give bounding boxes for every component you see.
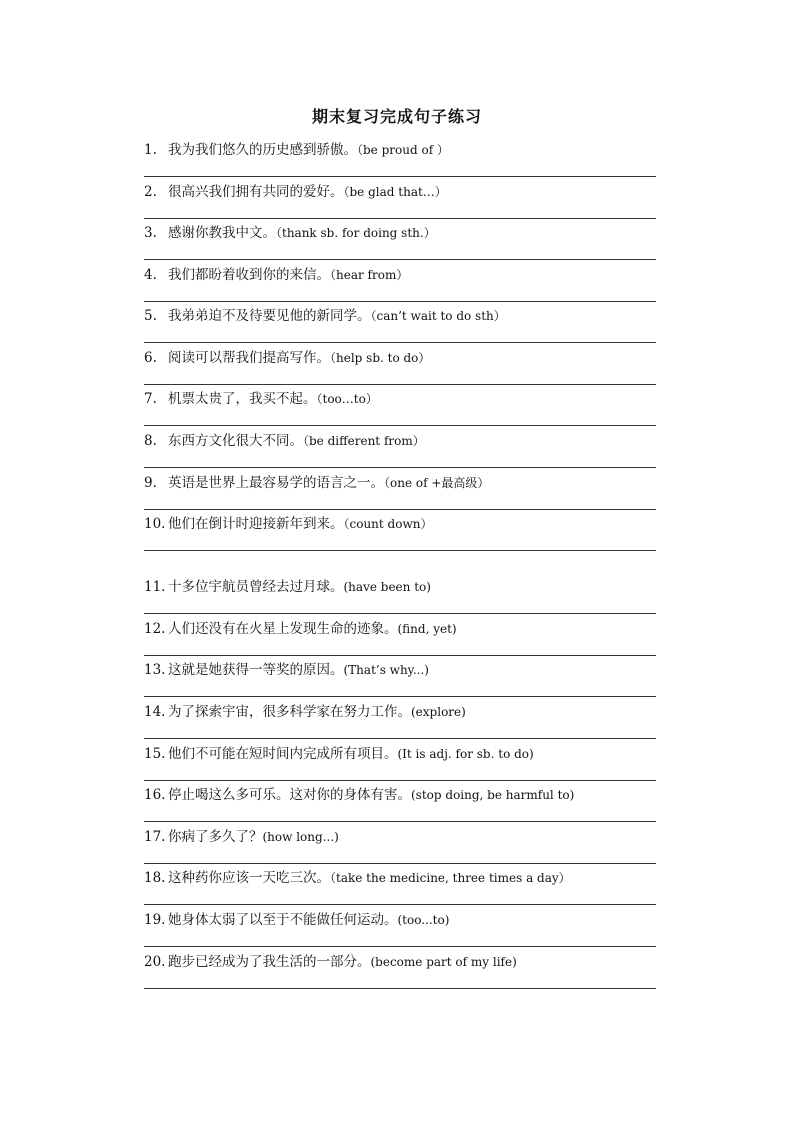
exercise-item (144, 473, 656, 515)
answer-line[interactable] (144, 821, 656, 822)
exercise-number: 18. (144, 870, 166, 886)
exercise-item (144, 306, 656, 348)
answer-line[interactable] (144, 176, 656, 177)
exercise-prompt (144, 431, 425, 451)
chinese-sentence: 这种药你应该一天吃三次。 (168, 870, 330, 886)
exercise-number: 13. (144, 662, 166, 678)
exercise-item (144, 619, 656, 661)
exercise-item (144, 785, 656, 827)
exercise-prompt (144, 306, 506, 326)
exercise-item (144, 389, 656, 431)
english-hint: （one of +最高级） (384, 476, 490, 490)
english-hint: （take the medicine, three times a day） (330, 871, 571, 885)
exercise-item (144, 577, 656, 619)
exercise-number: 16. (144, 787, 166, 803)
answer-line[interactable] (144, 218, 656, 219)
chinese-sentence: 十多位宇航员曾经去过月球。 (168, 579, 344, 595)
exercise-item (144, 910, 656, 952)
answer-line[interactable] (144, 301, 656, 302)
chinese-sentence: 东西方文化很大不同。 (168, 433, 303, 449)
english-hint: （can’t wait to do sth） (370, 309, 506, 323)
chinese-sentence: 他们不可能在短时间内完成所有项目。 (168, 746, 398, 762)
english-hint: (stop doing, be harmful to) (411, 788, 575, 802)
exercise-item (144, 514, 656, 556)
english-hint: （hear from） (330, 268, 409, 282)
answer-line[interactable] (144, 384, 656, 385)
answer-line[interactable] (144, 946, 656, 947)
exercise-number: 14. (144, 704, 166, 720)
english-hint: （be proud of ） (357, 143, 449, 157)
exercise-prompt (144, 827, 339, 847)
exercise-number: 15. (144, 746, 166, 762)
chinese-sentence: 我为我们悠久的历史感到骄傲。 (168, 142, 357, 158)
exercise-number: 20. (144, 954, 166, 970)
chinese-sentence: 他们在倒计时迎接新年到来。 (168, 516, 344, 532)
chinese-sentence: 人们还没有在火星上发现生命的迹象。 (168, 621, 398, 637)
english-hint: （be different from） (303, 434, 425, 448)
answer-line[interactable] (144, 988, 656, 989)
exercise-item (144, 223, 656, 265)
exercise-item (144, 140, 656, 182)
answer-line[interactable] (144, 738, 656, 739)
exercise-item (144, 265, 656, 307)
chinese-sentence: 感谢你教我中文。 (168, 225, 276, 241)
exercise-prompt (144, 744, 534, 764)
answer-line[interactable] (144, 613, 656, 614)
exercise-number: 8. (144, 433, 157, 449)
answer-line[interactable] (144, 863, 656, 864)
answer-line[interactable] (144, 467, 656, 468)
english-hint: (It is adj. for sb. to do) (397, 747, 534, 761)
answer-line[interactable] (144, 655, 656, 656)
exercise-number: 2. (144, 184, 157, 200)
exercise-item (144, 182, 656, 224)
chinese-sentence: 机票太贵了，我买不起。 (168, 391, 317, 407)
answer-line[interactable] (144, 696, 656, 697)
english-hint: （help sb. to do） (330, 351, 431, 365)
english-hint: (find, yet) (397, 622, 457, 636)
exercise-prompt (144, 785, 574, 805)
answer-line[interactable] (144, 550, 656, 551)
exercise-item (144, 660, 656, 702)
exercise-prompt (144, 577, 431, 597)
exercise-number: 4. (144, 267, 157, 283)
chinese-sentence: 跑步已经成为了我生活的一部分。 (168, 954, 371, 970)
chinese-sentence: 很高兴我们拥有共同的爱好。 (168, 184, 344, 200)
answer-line[interactable] (144, 425, 656, 426)
chinese-sentence: 英语是世界上最容易学的语言之一。 (168, 475, 384, 491)
exercise-number: 17. (144, 829, 166, 845)
exercise-prompt (144, 140, 449, 160)
exercise-item (144, 702, 656, 744)
chinese-sentence: 停止喝这么多可乐。这对你的身体有害。 (168, 787, 411, 803)
exercise-number: 6. (144, 350, 157, 366)
exercise-prompt (144, 660, 429, 680)
english-hint: (become part of my life) (370, 955, 517, 969)
english-hint: (have been to) (343, 580, 431, 594)
english-hint: (explore) (411, 705, 466, 719)
exercise-item (144, 431, 656, 473)
english-hint: (how long...) (262, 830, 339, 844)
exercise-number: 5. (144, 308, 157, 324)
exercise-prompt (144, 952, 517, 972)
exercise-item (144, 744, 656, 786)
exercise-item (144, 952, 656, 994)
chinese-sentence: 我们都盼着收到你的来信。 (168, 267, 330, 283)
answer-line[interactable] (144, 904, 656, 905)
answer-line[interactable] (144, 780, 656, 781)
exercise-item (144, 827, 656, 869)
english-hint: (That’s why...) (343, 663, 429, 677)
english-hint: （be glad that…） (343, 185, 447, 199)
exercise-number: 19. (144, 912, 166, 928)
exercise-number: 1. (144, 142, 157, 158)
chinese-sentence: 为了探索宇宙，很多科学家在努力工作。 (168, 704, 411, 720)
english-hint: （thank sb. for doing sth.） (276, 226, 436, 240)
exercise-prompt (144, 868, 571, 888)
exercise-number: 3. (144, 225, 157, 241)
exercise-prompt (144, 223, 436, 243)
page-title: 期末复习完成句子练习 (311, 107, 482, 126)
exercise-number: 10. (144, 516, 166, 532)
exercise-prompt (144, 910, 449, 930)
exercise-prompt (144, 389, 378, 409)
chinese-sentence: 阅读可以帮我们提高写作。 (168, 350, 330, 366)
exercise-number: 7. (144, 391, 157, 407)
exercise-prompt (144, 619, 457, 639)
exercise-prompt (144, 514, 432, 534)
answer-line[interactable] (144, 342, 656, 343)
exercise-prompt (144, 348, 430, 368)
exercise-prompt (144, 473, 489, 493)
chinese-sentence: 你病了多久了？ (168, 829, 263, 845)
english-hint: （count down） (343, 517, 433, 531)
exercise-item (144, 348, 656, 390)
chinese-sentence: 我弟弟迫不及待要见他的新同学。 (168, 308, 371, 324)
exercise-number: 11. (144, 579, 166, 595)
exercise-prompt (144, 182, 447, 202)
answer-line[interactable] (144, 259, 656, 260)
exercise-prompt (144, 265, 408, 285)
english-hint: (too...to) (397, 913, 450, 927)
exercise-item (144, 868, 656, 910)
english-hint: （too…to） (316, 392, 378, 406)
answer-line[interactable] (144, 509, 656, 510)
exercise-prompt (144, 702, 466, 722)
chinese-sentence: 这就是她获得一等奖的原因。 (168, 662, 344, 678)
exercise-number: 12. (144, 621, 166, 637)
exercise-number: 9. (144, 475, 157, 491)
chinese-sentence: 她身体太弱了以至于不能做任何运动。 (168, 912, 398, 928)
